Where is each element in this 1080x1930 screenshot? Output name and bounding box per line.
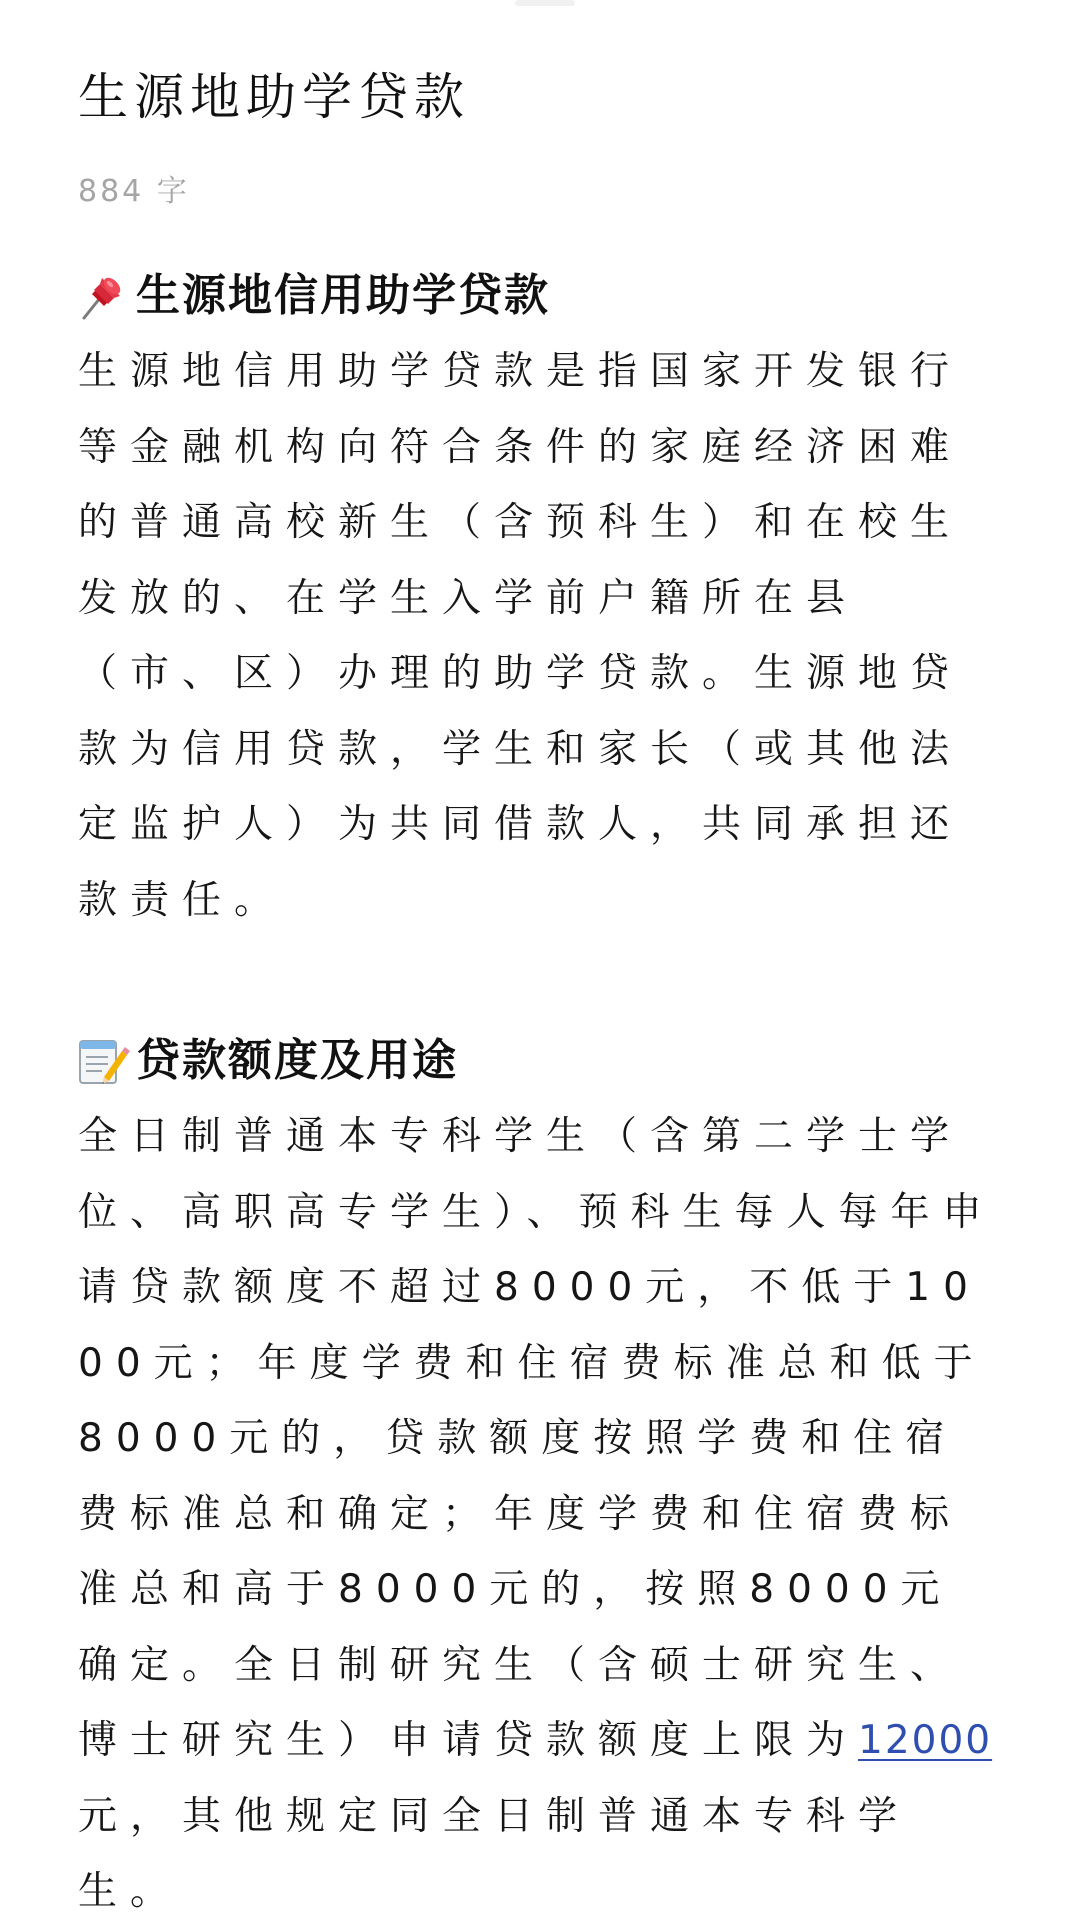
amount-link[interactable]: 12000 bbox=[858, 1718, 993, 1763]
pushpin-icon bbox=[74, 268, 130, 324]
body-text: 全日制普通本专科学生（含第二学士学位、高职高专学生）、预科生每人每年申请贷款额度不超过8000元，不低于1000元；年度学费和住宿费标准总和低于8000元的，贷款额度按照学费和住宿费标准总和确定；年度学费和住宿费标准总和高于8000元的，按照8000元确定。全日制研究生（含硕士研究生、博士研究生）申请贷款额度上限为 bbox=[78, 1114, 995, 1763]
section-heading-text: 生源地信用助学贷款 bbox=[136, 270, 550, 321]
body-text: 元，其他规定同全日制普通本专科学生。 bbox=[78, 1793, 911, 1914]
memo-icon bbox=[74, 1033, 130, 1089]
section-heading-text: 贷款额度及用途 bbox=[136, 1035, 458, 1086]
page-title: 生源地助学贷款 bbox=[78, 68, 470, 126]
word-count: 884 字 bbox=[78, 174, 190, 209]
section-heading-amount bbox=[74, 1031, 1000, 1091]
section-heading-loan bbox=[74, 266, 1000, 326]
section-body bbox=[78, 1099, 1000, 1930]
section-body: 生源地信用助学贷款是指国家开发银行等金融机构向符合条件的家庭经济困难的普通高校新生（含预科生）和在校生发放的、在学生入学前户籍所在县（市、区）办理的助学贷款。生源地贷款为信用贷款，学生和家长（或其他法定监护人）为共同借款人，共同承担还款责任。 bbox=[78, 349, 963, 923]
